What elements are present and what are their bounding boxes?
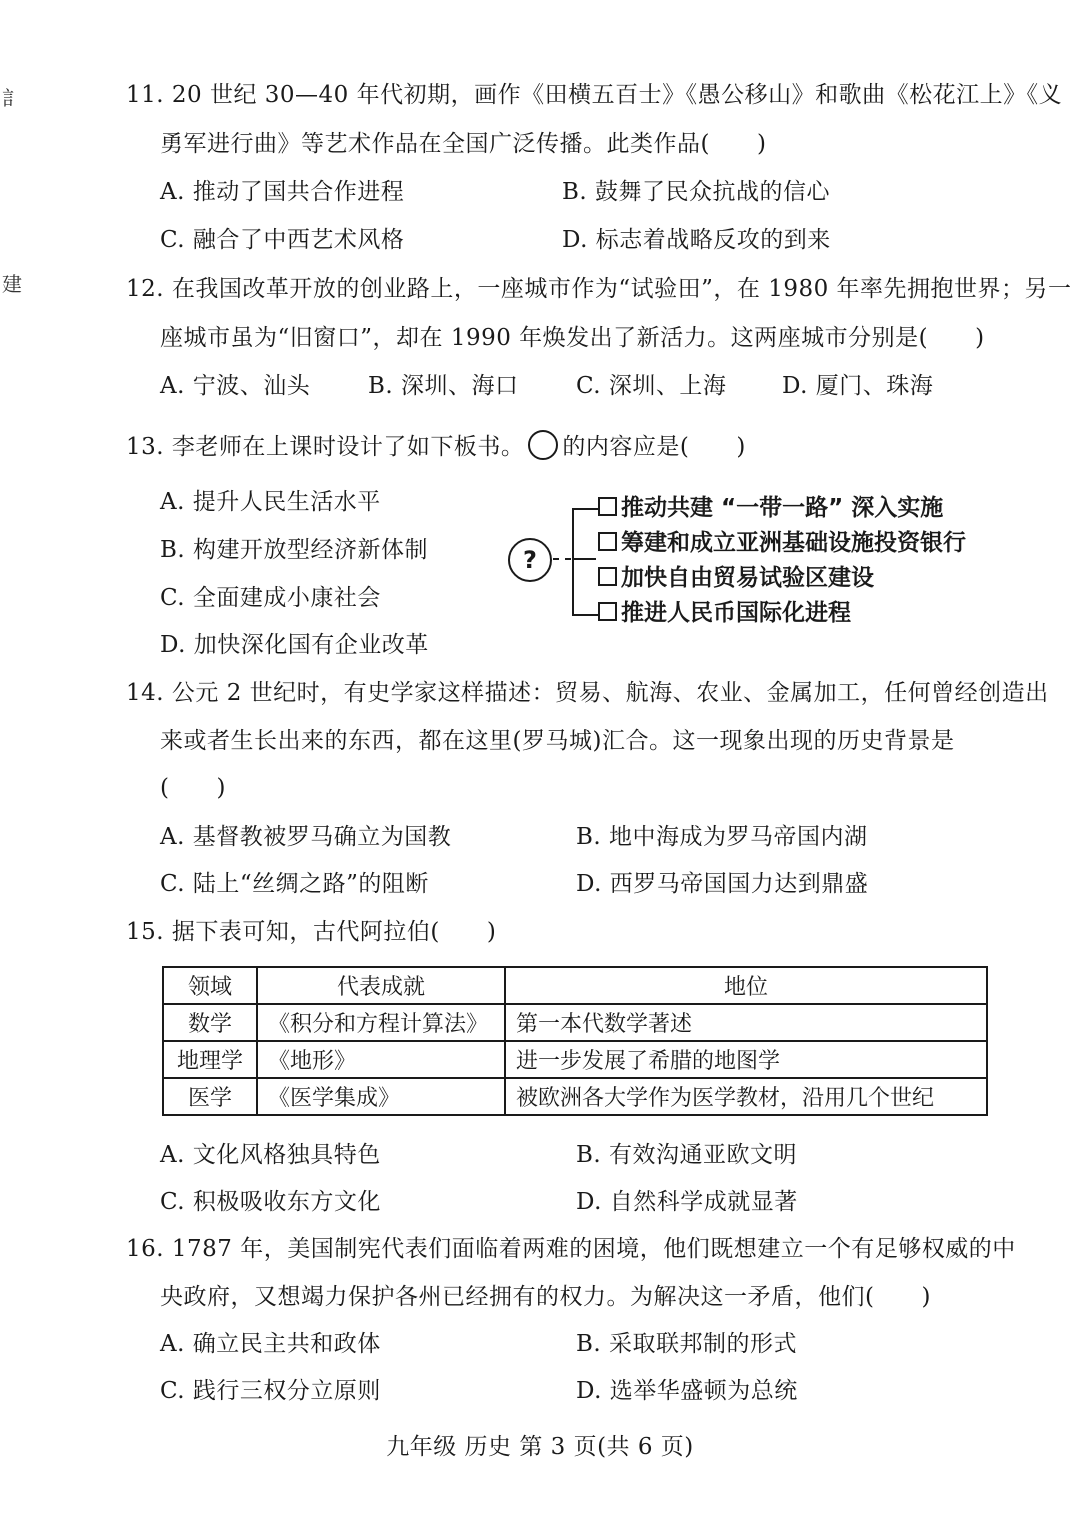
- board-item: 加快自由贸易试验区建设: [598, 563, 874, 593]
- q12-option-b: B. 深圳、海口: [368, 373, 519, 399]
- q14-option-d: D. 西罗马帝国国力达到鼎盛: [576, 871, 869, 897]
- q16-option-a: A. 确立民主共和政体: [160, 1331, 381, 1357]
- q13-option-c: C. 全面建成小康社会: [160, 585, 381, 611]
- q13-stem: [126, 430, 746, 462]
- table-row: [163, 1078, 987, 1115]
- question-mark-circle: ?: [508, 538, 552, 582]
- q15-stem: 15. 据下表可知，古代阿拉伯( ): [126, 919, 497, 945]
- q16-option-b: B. 采取联邦制的形式: [576, 1331, 798, 1357]
- q13-option-d: D. 加快深化国有企业改革: [160, 632, 429, 658]
- q14-option-c: C. 陆上“丝绸之路”的阻断: [160, 871, 429, 897]
- table-cell: 进一步发展了希腊的地图学: [505, 1041, 987, 1078]
- q14-option-b: B. 地中海成为罗马帝国内湖: [576, 824, 868, 850]
- q12-option-a: A. 宁波、汕头: [160, 373, 311, 399]
- connector-dash: [553, 558, 571, 560]
- q11-stem-line1: 11. 20 世纪 30—40 年代初期，画作《田横五百士》《愚公移山》和歌曲《松花江上》《义: [126, 82, 1063, 108]
- board-item: 推动共建 “一带一路” 深入实施: [598, 493, 943, 523]
- q11-option-c: C. 融合了中西艺术风格: [160, 227, 405, 253]
- q11-option-b: B. 鼓舞了民众抗战的信心: [562, 179, 831, 205]
- table-header: 代表成就: [257, 967, 505, 1004]
- page-footer: 九年级 历史 第 3 页(共 6 页): [386, 1434, 694, 1460]
- q15-option-b: B. 有效沟通亚欧文明: [576, 1142, 798, 1168]
- q13-stem-before: 13. 李老师在上课时设计了如下板书。: [126, 434, 525, 460]
- table-cell: 被欧洲各大学作为医学教材，沿用几个世纪: [505, 1078, 987, 1115]
- q16-option-c: C. 践行三权分立原则: [160, 1378, 381, 1404]
- q11-stem-line2: 勇军进行曲》等艺术作品在全国广泛传播。此类作品( ): [160, 131, 767, 157]
- margin-mark: 訁: [2, 86, 22, 110]
- table-cell: 《地形》: [257, 1041, 505, 1078]
- board-item: 推进人民币国际化进程: [598, 598, 851, 628]
- bracket-tick: [572, 558, 596, 560]
- table-cell: 《医学集成》: [257, 1078, 505, 1115]
- board-item: 筹建和成立亚洲基础设施投资银行: [598, 528, 966, 558]
- q14-stem-line3: ( ): [160, 775, 226, 801]
- table-cell: 数学: [163, 1004, 257, 1041]
- q11-option-d: D. 标志着战略反攻的到来: [562, 227, 831, 253]
- checkbox-square-icon: [598, 497, 617, 516]
- q14-stem-line1: 14. 公元 2 世纪时，有史学家这样描述：贸易、航海、农业、金属加工，任何曾经创造出: [126, 680, 1049, 706]
- q12-stem-line2: 座城市虽为“旧窗口”，却在 1990 年焕发出了新活力。这两座城市分别是( ): [160, 325, 985, 351]
- table-header: 地位: [505, 967, 987, 1004]
- q13-stem-after: 的内容应是( ): [562, 434, 746, 460]
- q14-stem-line2: 来或者生长出来的东西，都在这里(罗马城)汇合。这一现象出现的历史背景是: [160, 728, 955, 754]
- table-cell: 医学: [163, 1078, 257, 1115]
- checkbox-square-icon: [598, 567, 617, 586]
- checkbox-square-icon: [598, 532, 617, 551]
- q14-option-a: A. 基督教被罗马确立为国教: [160, 824, 452, 850]
- bracket-line: [572, 508, 598, 616]
- q11-option-a: A. 推动了国共合作进程: [160, 179, 405, 205]
- q12-option-d: D. 厦门、珠海: [782, 373, 934, 399]
- table-row: [163, 1041, 987, 1078]
- table-cell: 第一本代数学著述: [505, 1004, 987, 1041]
- margin-mark: 建: [2, 272, 22, 296]
- q16-stem-line2: 央政府，又想竭力保护各州已经拥有的权力。为解决这一矛盾，他们( ): [160, 1284, 931, 1310]
- q13-option-a: A. 提升人民生活水平: [160, 489, 381, 515]
- blackboard-diagram: [508, 490, 1008, 640]
- q15-option-d: D. 自然科学成就显著: [576, 1189, 798, 1215]
- q16-option-d: D. 选举华盛顿为总统: [576, 1378, 798, 1404]
- table-row: [163, 1004, 987, 1041]
- table-header: 领域: [163, 967, 257, 1004]
- q13-option-b: B. 构建开放型经济新体制: [160, 537, 429, 563]
- achievement-table: [162, 966, 988, 1116]
- q12-stem-line1: 12. 在我国改革开放的创业路上，一座城市作为“试验田”，在 1980 年率先拥抱世界；另一: [126, 276, 1072, 302]
- checkbox-square-icon: [598, 602, 617, 621]
- q12-option-c: C. 深圳、上海: [576, 373, 727, 399]
- q16-stem-line1: 16. 1787 年，美国制宪代表们面临着两难的困境，他们既想建立一个有足够权威的中: [126, 1236, 1016, 1262]
- table-header-row: [163, 967, 987, 1004]
- q15-option-c: C. 积极吸收东方文化: [160, 1189, 381, 1215]
- table-cell: 地理学: [163, 1041, 257, 1078]
- circle-placeholder-icon: [528, 430, 558, 460]
- table-cell: 《积分和方程计算法》: [257, 1004, 505, 1041]
- q15-option-a: A. 文化风格独具特色: [160, 1142, 381, 1168]
